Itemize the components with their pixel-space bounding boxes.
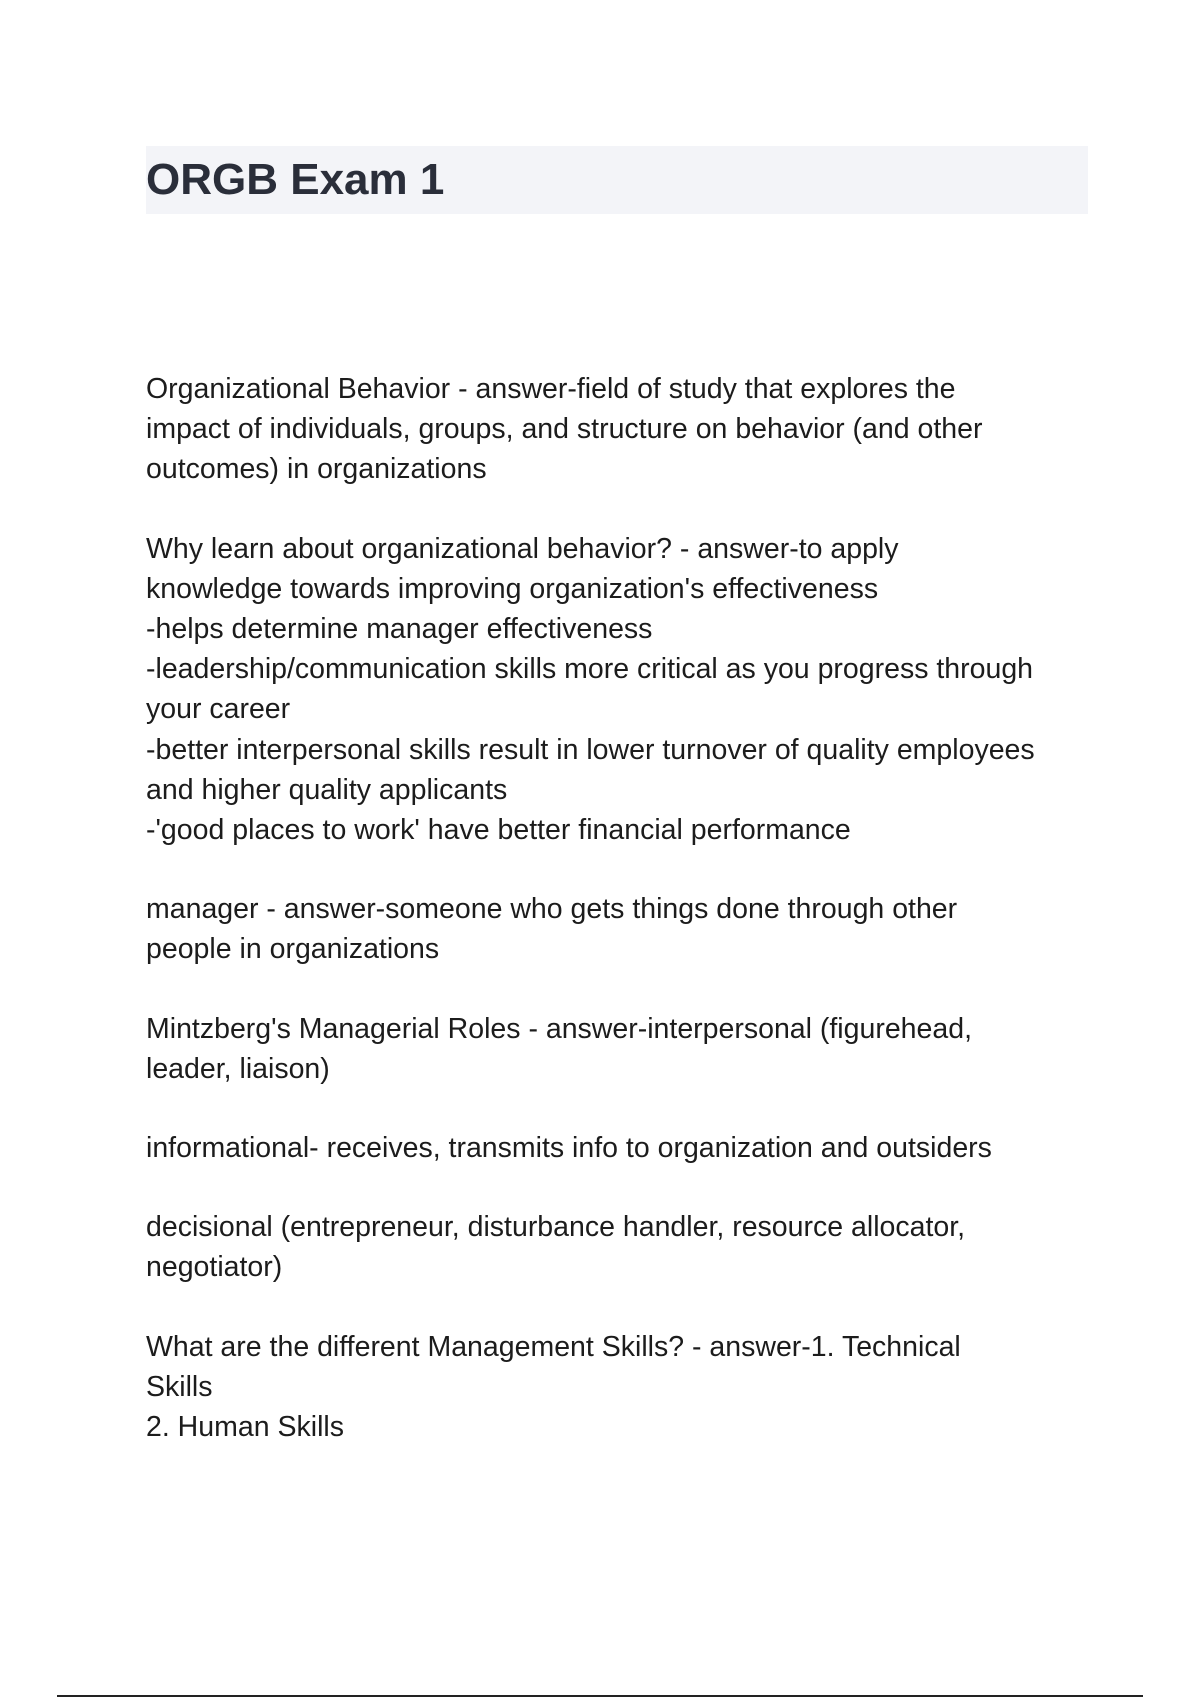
qa-block <box>146 1327 1106 1448</box>
text-line: and higher quality applicants <box>146 773 508 806</box>
qa-block <box>146 1128 1106 1168</box>
text-line: Why learn about organizational behavior? - answer-to apply <box>146 532 899 565</box>
footer-divider <box>57 1695 1143 1697</box>
text-line: -'good places to work' have better financial performance <box>146 814 851 847</box>
text-line: outcomes) in organizations <box>146 453 487 486</box>
text-line: knowledge towards improving organization's effectiveness <box>146 572 879 605</box>
text-line: people in organizations <box>146 933 440 966</box>
text-line: negotiator) <box>146 1251 283 1284</box>
qa-block <box>146 369 1106 490</box>
text-line: Organizational Behavior - answer-field of study that explores the <box>146 373 956 405</box>
text-line: your career <box>146 693 291 726</box>
text-line: -helps determine manager effectiveness <box>146 613 653 646</box>
text-line: -leadership/communication skills more critical as you progress through <box>146 653 1034 686</box>
title-banner <box>146 146 1088 214</box>
qa-block <box>146 1207 1106 1287</box>
document-body <box>146 369 1106 1486</box>
text-line: impact of individuals, groups, and structure on behavior (and other <box>146 413 983 446</box>
qa-block <box>146 529 1106 851</box>
text-line: informational- receives, transmits info to organization and outsiders <box>146 1132 992 1165</box>
qa-block <box>146 1009 1106 1089</box>
qa-block <box>146 889 1106 969</box>
text-line: Mintzberg's Managerial Roles - answer-interpersonal (figurehead, <box>146 1012 972 1045</box>
text-line: Skills <box>146 1370 213 1403</box>
text-line: decisional (entrepreneur, disturbance handler, resource allocator, <box>146 1211 966 1244</box>
text-line: manager - answer-someone who gets things done through other <box>146 893 958 926</box>
text-line: What are the different Management Skills? - answer-1. Technical <box>146 1330 961 1363</box>
page-title: ORGB Exam 1 <box>146 155 445 204</box>
text-line: 2. Human Skills <box>146 1411 344 1444</box>
text-line: -better interpersonal skills result in lower turnover of quality employees <box>146 733 1035 766</box>
text-line: leader, liaison) <box>146 1052 330 1085</box>
